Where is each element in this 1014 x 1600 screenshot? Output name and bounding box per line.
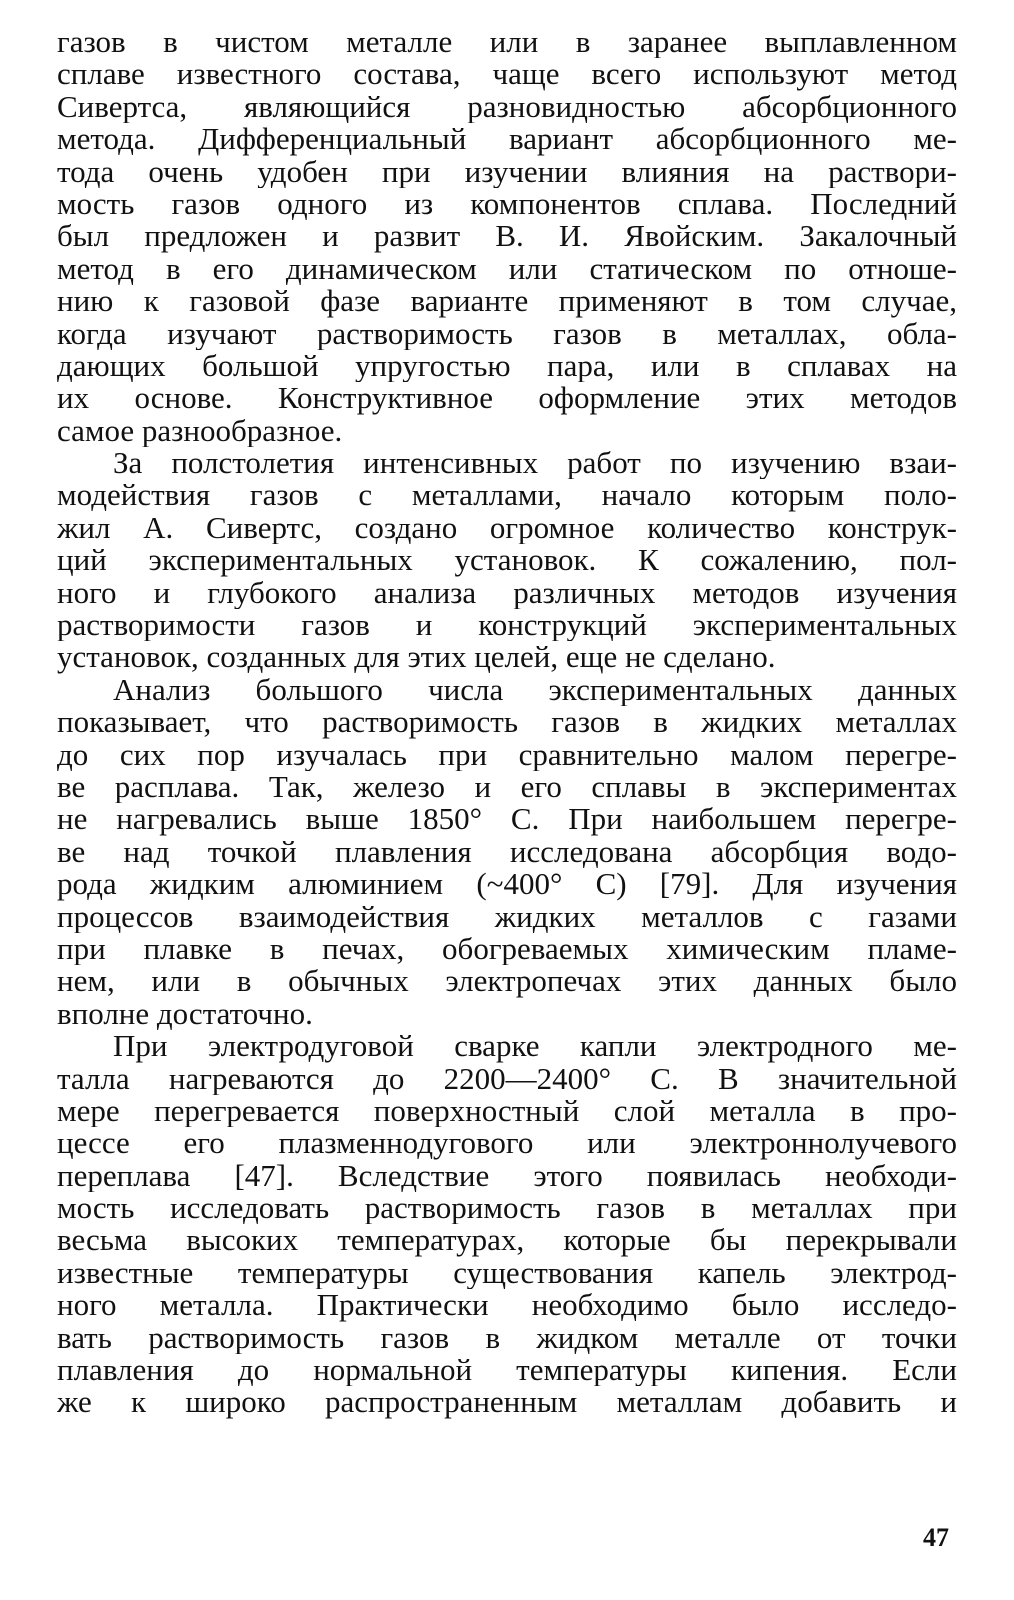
text-line: при плавке в печах, обогреваемых химическим пламе- [57,932,957,966]
text-line: дающих большой упругостью пара, или в сплавах на [57,349,957,383]
text-line: показывает, что растворимость газов в жидких металлах [57,706,957,739]
text-line: же к широко распространенным металлам добавить и [57,1386,957,1419]
text-line: тода очень удобен при изучении влияния на раствори- [57,155,957,188]
text-line: когда изучают растворимость газов в металлах, обла- [57,317,957,350]
text-line: весьма высоких температурах, которые бы перекрывали [57,1224,957,1257]
text-line: цессе его плазменнодугового или электроннолучевого [57,1127,957,1160]
text-line: газов в чистом металле или в заранее выплавленном [57,26,957,59]
text-line: жил А. Сивертс, создано огромное количество конструк- [57,511,957,545]
text-line: мость газов одного из компонентов сплава. Последний [57,187,957,221]
paragraph [57,674,957,1030]
paragraph [57,26,957,447]
text-line: вать растворимость газов в жидком металле от точки [57,1321,957,1355]
text-line: известные температуры существования капель электрод- [57,1256,957,1290]
text-line: Анализ большого числа экспериментальных данных [113,673,957,707]
text-line: ного металла. Практически необходимо было исследо- [57,1289,957,1322]
text-line: плавления до нормальной температуры кипения. Если [57,1354,957,1387]
paragraph [57,1030,957,1419]
text-line: их основе. Конструктивное оформление этих методов [57,382,957,415]
body-text [57,26,957,1419]
text-line: процессов взаимодействия жидких металлов с газами [57,900,957,933]
text-line: установок, созданных для этих целей, еще не сделано. [57,641,776,674]
text-line: ций экспериментальных установок. К сожалению, пол- [57,544,957,577]
text-line: рода жидким алюминием (~400° С) [79]. Для изучения [57,868,957,901]
text-line: талла нагреваются до 2200—2400° С. В значительной [57,1062,957,1095]
text-line: ве над точкой плавления исследована абсорбция водо- [57,835,957,869]
text-line: не нагревались выше 1850° С. При наибольшем перегре- [57,803,957,836]
text-line: сплаве известного состава, чаще всего используют метод [57,58,957,91]
text-line: был предложен и развит В. И. Явойским. Закалочный [57,220,957,253]
text-line: растворимости газов и конструкций экспериментальных [57,609,957,642]
text-line: ве расплава. Так, железо и его сплавы в экспериментах [57,770,957,804]
text-line: метод в его динамическом или статическом по отноше- [57,252,957,286]
text-line: метода. Дифференциальный вариант абсорбционного ме- [57,123,957,156]
text-line: ного и глубокого анализа различных методов изучения [57,576,957,610]
text-line: до сих пор изучалась при сравнительно малом перегре- [57,738,957,771]
paragraph [57,447,957,674]
text-line: модействия газов с металлами, начало которым поло- [57,479,957,512]
text-line: мере перегревается поверхностный слой металла в про- [57,1094,957,1128]
text-line: Сивертса, являющийся разновидностью абсорбционного [57,90,957,124]
text-line: самое разнообразное. [57,414,343,448]
text-line: При электродуговой сварке капли электродного ме- [113,1030,957,1063]
page-number: 47 [923,1523,949,1552]
text-line: мость исследовать растворимость газов в металлах при [57,1192,957,1225]
text-line: нем, или в обычных электропечах этих данных было [57,965,957,998]
text-line: нию к газовой фазе варианте применяют в том случае, [57,285,957,318]
text-line: За полстолетия интенсивных работ по изучению взаи- [113,447,957,480]
text-line: переплава [47]. Вследствие этого появилась необходи- [57,1159,957,1193]
text-line: вполне достаточно. [57,997,313,1031]
